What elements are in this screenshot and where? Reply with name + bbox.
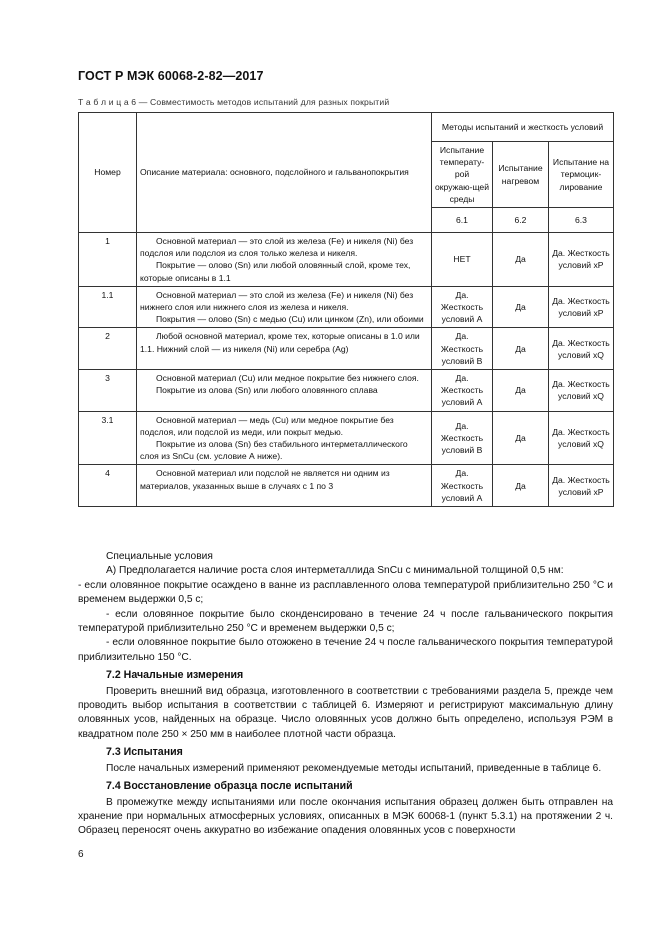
table-row (79, 286, 614, 328)
row-method-3: Да. Жесткость условий хQ (549, 411, 614, 465)
row-method-2: Да (493, 233, 549, 287)
row-method-1: Да. Жесткость условий А (432, 286, 493, 328)
special-conditions-title: Специальные условия (106, 551, 213, 562)
row-method-3: Да. Жесткость условий хР (549, 233, 614, 287)
row-method-1: НЕТ (432, 233, 493, 287)
row-method-3: Да. Жесткость условий хР (549, 465, 614, 507)
row-method-2: Да (493, 411, 549, 465)
header-methods-group: Методы испытаний и жесткость условий (432, 113, 614, 142)
row-number: 3 (79, 370, 137, 412)
table-caption: Т а б л и ц а 6 — Совместимость методов испытаний для разных покрытий (78, 97, 390, 107)
row-method-3: Да. Жесткость условий хР (549, 286, 614, 328)
section-text-7-4: В промежутке между испытаниями или после окончания испытания образец должен быть отправлен на хранение при нормальных атмосферных условиях, описанных в МЭК 60068-1 (пункт 5.3.1) на протяжении 2 ч. Образец переносят очень аккуратно во избежание опадения оловянных усов с поверхности (78, 796, 613, 837)
row-number: 4 (79, 465, 137, 507)
row-description (137, 233, 432, 287)
header-code-3: 6.3 (549, 208, 614, 233)
row-method-3: Да. Жесткость условий хQ (549, 370, 614, 412)
row-method-3: Да. Жесткость условий хQ (549, 328, 614, 370)
section-heading-7-4: 7.4 Восстановление образца после испытаний (106, 780, 353, 793)
body-text (78, 550, 613, 839)
header-description: Описание материала: основного, подслойного и гальванопокрытия (137, 113, 432, 233)
row-method-2: Да (493, 328, 549, 370)
description-line: Основной материал или подслой не является ни одним из материалов, указанных выше в случаях с 1 по 3 (140, 468, 390, 491)
table-row (79, 328, 614, 370)
section-heading-7-3: 7.3 Испытания (106, 746, 183, 759)
row-method-1: Да. Жесткость условий А (432, 465, 493, 507)
table-row (79, 465, 614, 507)
table-row (79, 233, 614, 287)
condition-item: - если оловянное покрытие было отожжено в течение 24 ч после гальванического покрытия температурой приблизительно 150 °С. (78, 637, 613, 663)
table-row (79, 370, 614, 412)
description-line: Покрытие из олова (Sn) или любого оловянного сплава (156, 385, 378, 396)
condition-item: - если оловянное покрытие было сконденсировано в течение 24 ч после гальванического покрытия температурой приблизительно 250 °С и временем выдержки 0,5 с; (78, 608, 613, 635)
description-line: Любой основной материал, кроме тех, которые описаны в 1.0 или 1.1. Нижний слой — из никеля (Ni) или серебра (Ag) (140, 331, 420, 354)
header-code-1: 6.1 (432, 208, 493, 233)
row-description (137, 370, 432, 412)
row-number: 1.1 (79, 286, 137, 328)
header-code-2: 6.2 (493, 208, 549, 233)
description-line: Основной материал (Cu) или медное покрытие без нижнего слоя. (156, 373, 419, 384)
header-method-3: Испытание на термоцик-лирование (549, 142, 614, 208)
row-number: 3.1 (79, 411, 137, 465)
description-line: Основной материал — это слой из железа (Fe) и никеля (Ni) без подслоя или подслоя из слоя только железа и никеля. (140, 236, 414, 259)
row-description (137, 328, 432, 370)
row-method-2: Да (493, 465, 549, 507)
header-number: Номер (79, 113, 137, 233)
description-line: Покрытие из олова (Sn) без стабильного интерметаллического слоя из SnCu (см. условие А ниже). (140, 439, 408, 462)
section-text-7-3: После начальных измерений применяют рекомендуемые методы испытаний, приведенные в таблице 6. (106, 762, 602, 774)
description-line: Основной материал — медь (Cu) или медное покрытие без подслоя, или подслой из меди, или покрыт медью. (140, 414, 394, 437)
description-line: Покрытия — олово (Sn) с медью (Cu) или цинком (Zn), или обоими (156, 314, 424, 325)
page-number: 6 (78, 849, 84, 860)
row-description (137, 286, 432, 328)
section-heading-7-2: 7.2 Начальные измерения (106, 669, 244, 682)
compatibility-table (78, 112, 614, 507)
table-row (79, 411, 614, 465)
row-method-2: Да (493, 286, 549, 328)
header-method-1: Испытание температу-рой окружаю-щей среды (432, 142, 493, 208)
row-number: 1 (79, 233, 137, 287)
condition-item: - если оловянное покрытие осаждено в ванне из расплавленного олова температурой приблизительно 250 °С и временем выдержки 0,5 с; (78, 579, 613, 606)
row-method-2: Да (493, 370, 549, 412)
row-method-1: Да. Жесткость условий В (432, 328, 493, 370)
document-header: ГОСТ Р МЭК 60068-2-82—2017 (78, 69, 264, 83)
row-description (137, 411, 432, 465)
row-method-1: Да. Жесткость условий В (432, 411, 493, 465)
condition-a: А) Предполагается наличие роста слоя интерметаллида SnCu с минимальной толщиной 0,5 нм: (106, 565, 564, 577)
description-line: Покрытие — олово (Sn) или любой оловянный слой, кроме тех, которые описаны в 1.1 (140, 260, 411, 283)
header-method-2: Испытание нагревом (493, 142, 549, 208)
row-method-1: Да. Жесткость условий А (432, 370, 493, 412)
row-number: 2 (79, 328, 137, 370)
description-line: Основной материал — это слой из железа (Fe) и никеля (Ni) без нижнего слоя или нижнего слоя из железа и никеля. (140, 289, 414, 313)
row-description (137, 465, 432, 507)
section-text-7-2: Проверить внешний вид образца, изготовленного в соответствии с требованиями раздела 5, прежде чем проводить выбор испытания в соответствии с таблицей 6. Измеряют и регистрируют максимальную длину оловянных усов, найденных на образце. Число оловянных усов должно быть определено, используя РЭМ в квадратном поле 250 × 250 мм в наиболее плотной части образца. (78, 685, 613, 740)
